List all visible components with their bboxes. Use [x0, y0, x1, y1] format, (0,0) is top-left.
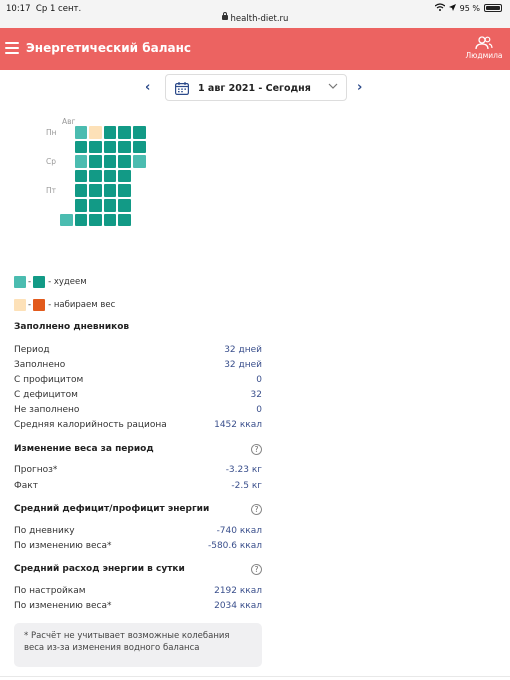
- app-header: [0, 28, 510, 70]
- stat-row: [14, 541, 262, 554]
- heatmap-day-cell[interactable]: [133, 126, 146, 139]
- address-bar[interactable]: [0, 14, 510, 24]
- users-icon: [475, 36, 493, 50]
- stat-row: [14, 360, 262, 373]
- heatmap-day-cell[interactable]: [104, 199, 117, 212]
- heatmap-day-cell[interactable]: [89, 170, 102, 183]
- heatmap-day-label: Пн: [46, 128, 57, 137]
- stat-label: Заполнено: [14, 360, 66, 370]
- stat-value: 32: [250, 390, 262, 400]
- stat-label: Факт: [14, 481, 38, 491]
- period-selector: [0, 74, 510, 102]
- stat-row: [14, 345, 262, 358]
- heatmap-day-cell[interactable]: [75, 155, 88, 168]
- footnote: * Расчёт не учитывает возможные колебания веса из-за изменения водного баланса: [14, 623, 262, 667]
- stat-value: 0: [256, 405, 262, 415]
- legend-swatch: [33, 276, 45, 288]
- location-icon: [449, 4, 456, 13]
- help-icon[interactable]: ?: [251, 564, 262, 575]
- heatmap-day-cell[interactable]: [75, 214, 88, 227]
- heatmap-day-cell[interactable]: [104, 184, 117, 197]
- lock-icon: [222, 15, 228, 20]
- stat-value: -2.5 кг: [231, 481, 262, 491]
- stat-value: 32 дней: [224, 360, 262, 370]
- heatmap-day-cell[interactable]: [104, 126, 117, 139]
- heatmap-day-label: Пт: [46, 186, 57, 195]
- stat-label: По дневнику: [14, 526, 75, 536]
- status-bar: [0, 0, 510, 28]
- heatmap-day-cell[interactable]: [104, 155, 117, 168]
- heatmap-day-cell[interactable]: [89, 184, 102, 197]
- stat-row: [14, 465, 262, 478]
- stat-row: [14, 390, 262, 403]
- legend-swatch: [14, 276, 26, 288]
- stat-label: С профицитом: [14, 375, 84, 385]
- user-profile-button[interactable]: [462, 36, 506, 60]
- stat-label: По настройкам: [14, 586, 86, 596]
- heatmap-day-cell[interactable]: [75, 199, 88, 212]
- status-indicators: [435, 3, 502, 13]
- heatmap-day-cell[interactable]: [75, 126, 88, 139]
- stat-row: [14, 601, 262, 614]
- heatmap-day-label: Ср: [46, 157, 56, 166]
- stat-label: С дефицитом: [14, 390, 78, 400]
- stat-value: -3.23 кг: [225, 465, 262, 475]
- heatmap-day-cell[interactable]: [75, 141, 88, 154]
- menu-icon[interactable]: [5, 42, 19, 54]
- wifi-icon: [435, 3, 445, 13]
- heatmap-day-cell[interactable]: [118, 214, 131, 227]
- stat-value: 0: [256, 375, 262, 385]
- stat-label: По изменению веса*: [14, 541, 112, 551]
- url-text: health-diet.ru: [230, 14, 289, 24]
- stat-row: [14, 526, 262, 539]
- heatmap-day-cell[interactable]: [89, 126, 102, 139]
- stat-value: 2034 ккал: [214, 601, 262, 611]
- heatmap-day-cell[interactable]: [118, 141, 131, 154]
- section-title-weight-change: Изменение веса за период: [14, 444, 154, 454]
- heatmap-day-cell[interactable]: [118, 170, 131, 183]
- help-icon[interactable]: ?: [251, 504, 262, 515]
- calendar-icon: [175, 82, 189, 95]
- period-label: 1 авг 2021 - Сегодня: [198, 83, 311, 94]
- stat-row: [14, 481, 262, 494]
- stat-value: -580.6 ккал: [207, 541, 262, 551]
- heatmap-day-cell[interactable]: [89, 155, 102, 168]
- stat-value: 32 дней: [224, 345, 262, 355]
- stat-row: [14, 586, 262, 599]
- legend-losing: - - худеем: [14, 276, 87, 288]
- heatmap-day-cell[interactable]: [75, 170, 88, 183]
- heatmap-month-label: Авг: [62, 117, 76, 126]
- stat-label: По изменению веса*: [14, 601, 112, 611]
- stat-row: [14, 405, 262, 418]
- heatmap-day-cell[interactable]: [133, 155, 146, 168]
- chevron-down-icon: [328, 81, 338, 91]
- help-icon[interactable]: ?: [251, 444, 262, 455]
- prev-period-button[interactable]: ‹: [145, 80, 151, 95]
- heatmap-day-cell[interactable]: [75, 184, 88, 197]
- heatmap-day-cell[interactable]: [118, 155, 131, 168]
- heatmap-day-cell[interactable]: [118, 126, 131, 139]
- user-name: Людмила: [465, 51, 503, 60]
- stat-value: 2192 ккал: [214, 586, 262, 596]
- heatmap-day-cell[interactable]: [89, 141, 102, 154]
- heatmap-day-cell[interactable]: [104, 141, 117, 154]
- period-dropdown[interactable]: [165, 74, 347, 101]
- stat-label: Не заполнено: [14, 405, 80, 415]
- legend-label: - худеем: [48, 277, 87, 287]
- stat-value: -740 ккал: [216, 526, 262, 536]
- legend-gaining: - - набираем вес: [14, 299, 115, 311]
- stat-row: [14, 375, 262, 388]
- heatmap-day-cell[interactable]: [89, 199, 102, 212]
- stat-row: [14, 420, 262, 433]
- section-title-avg-balance: Средний дефицит/профицит энергии: [14, 504, 210, 514]
- heatmap-day-cell[interactable]: [118, 184, 131, 197]
- divider: [0, 676, 510, 677]
- heatmap-day-cell[interactable]: [133, 141, 146, 154]
- battery-text: 95 %: [459, 3, 480, 13]
- heatmap-day-cell[interactable]: [89, 214, 102, 227]
- section-title-filled: Заполнено дневников: [14, 322, 130, 332]
- heatmap-day-cell[interactable]: [118, 199, 131, 212]
- page-title: Энергетический баланс: [26, 41, 191, 55]
- stat-label: Период: [14, 345, 50, 355]
- legend-swatch: [14, 299, 26, 311]
- legend-swatch: [33, 299, 45, 311]
- stat-value: 1452 ккал: [214, 420, 262, 430]
- battery-icon: [484, 4, 502, 12]
- status-time: 10:17 Ср 1 сент.: [6, 4, 82, 14]
- section-title-avg-expense: Средний расход энергии в сутки: [14, 564, 185, 574]
- stat-label: Средняя калорийность рациона: [14, 420, 167, 430]
- heatmap-day-cell[interactable]: [104, 170, 117, 183]
- heatmap-day-cell[interactable]: [60, 214, 73, 227]
- next-period-button[interactable]: ›: [357, 80, 363, 95]
- legend-label: - набираем вес: [48, 300, 116, 310]
- heatmap-day-cell[interactable]: [104, 214, 117, 227]
- stat-label: Прогноз*: [14, 465, 58, 475]
